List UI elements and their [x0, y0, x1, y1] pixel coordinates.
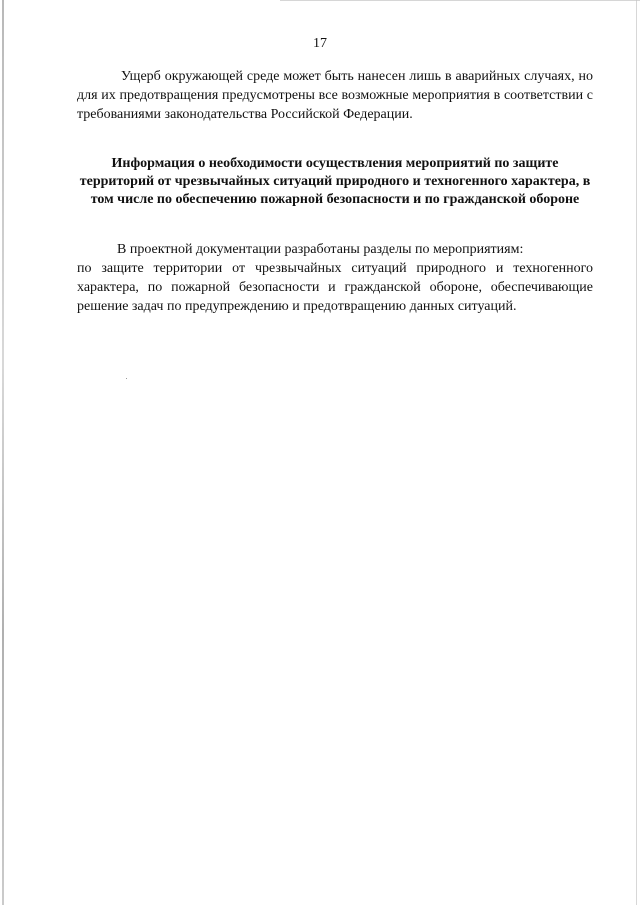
paragraph-environment-damage [77, 67, 593, 124]
paragraph-2-first-line: В проектной документации разработаны разделы по мероприятиям: [117, 242, 524, 257]
paragraph-2-body: по защите территории от чрезвычайных ситуаций природного и техногенного характера, по пожарной безопасности и гражданской обороне, обеспечивающие решение задач по предупреждению и предотвращению данных ситуаций. [77, 261, 593, 314]
page-number: 17 [313, 36, 327, 51]
scan-edge-right [636, 0, 637, 905]
paragraph-1-text: Ущерб окружающей среде может быть нанесен лишь в аварийных случаях, но для их предотвращения предусмотрены все возможные мероприятия в соответствии с требованиями законодательства Российской Федерации. [77, 69, 593, 122]
scan-speck [126, 378, 127, 379]
scan-edge-left [2, 0, 4, 905]
scan-edge-top [280, 0, 640, 1]
paragraph-project-documentation [77, 240, 593, 316]
section-heading: Информация о необходимости осуществления мероприятий по защите территорий от чрезвычайных ситуаций природного и техногенного характера, в том числе по обеспечению пожарной безопасности и по гражданской обороне [79, 156, 591, 207]
